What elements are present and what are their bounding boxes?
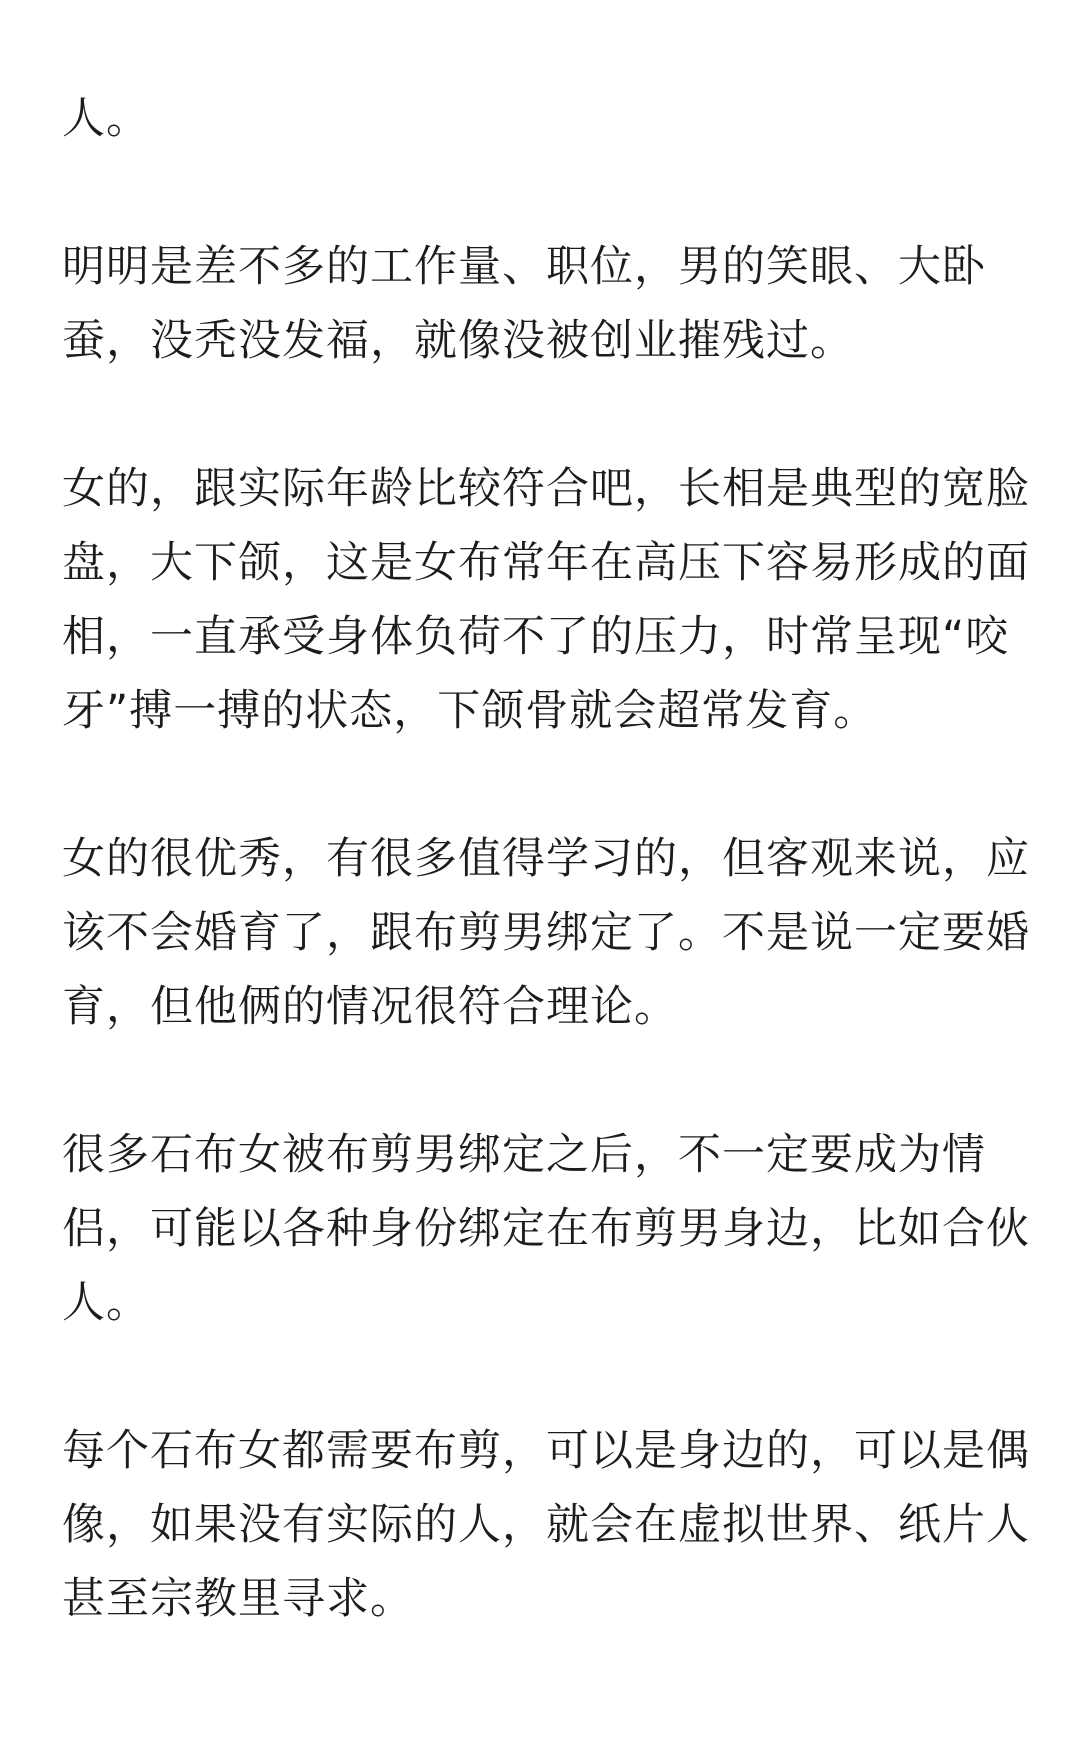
text-line: 像，如果没有实际的人，就会在虚拟世界、纸片人 <box>62 1500 1030 1550</box>
text-line: 相，一直承受身体负荷不了的压力，时常呈现“咬 <box>62 612 1010 662</box>
paragraph-4 <box>62 822 1030 1044</box>
text-line: 盘，大下颌，这是女布常年在高压下容易形成的面 <box>62 538 1030 588</box>
text-line: 很多石布女被布剪男绑定之后，不一定要成为情 <box>62 1130 986 1180</box>
paragraph-5 <box>62 1118 1030 1340</box>
paragraph-gap <box>62 156 1024 230</box>
text-line: 每个石布女都需要布剪，可以是身边的，可以是偶 <box>62 1426 1030 1476</box>
text-line: 人。 <box>62 94 150 144</box>
text-line: 明明是差不多的工作量、职位，男的笑眼、大卧 <box>62 242 986 292</box>
paragraph-3 <box>62 452 1030 748</box>
paragraph-2 <box>62 230 1024 378</box>
text-line: 蚕，没秃没发福，就像没被创业摧残过。 <box>62 316 854 366</box>
text-line: 育，但他俩的情况很符合理论。 <box>62 982 678 1032</box>
paragraph-gap <box>62 1044 1024 1118</box>
text-line: 甚至宗教里寻求。 <box>62 1574 414 1624</box>
text-line: 牙”搏一搏的状态，下颌骨就会超常发育。 <box>62 686 878 736</box>
text-line: 人。 <box>62 1278 150 1328</box>
text-line: 侣，可能以各种身份绑定在布剪男身边，比如合伙 <box>62 1204 1030 1254</box>
paragraph-gap <box>62 1340 1024 1414</box>
paragraph-6 <box>62 1414 1030 1636</box>
paragraph-gap <box>62 378 1024 452</box>
paragraph-gap <box>62 748 1024 822</box>
text-line: 女的，跟实际年龄比较符合吧，长相是典型的宽脸 <box>62 464 1030 514</box>
text-line: 该不会婚育了，跟布剪男绑定了。不是说一定要婚 <box>62 908 1030 958</box>
paragraph-1 <box>62 82 1024 156</box>
text-line: 女的很优秀，有很多值得学习的，但客观来说，应 <box>62 834 1030 884</box>
